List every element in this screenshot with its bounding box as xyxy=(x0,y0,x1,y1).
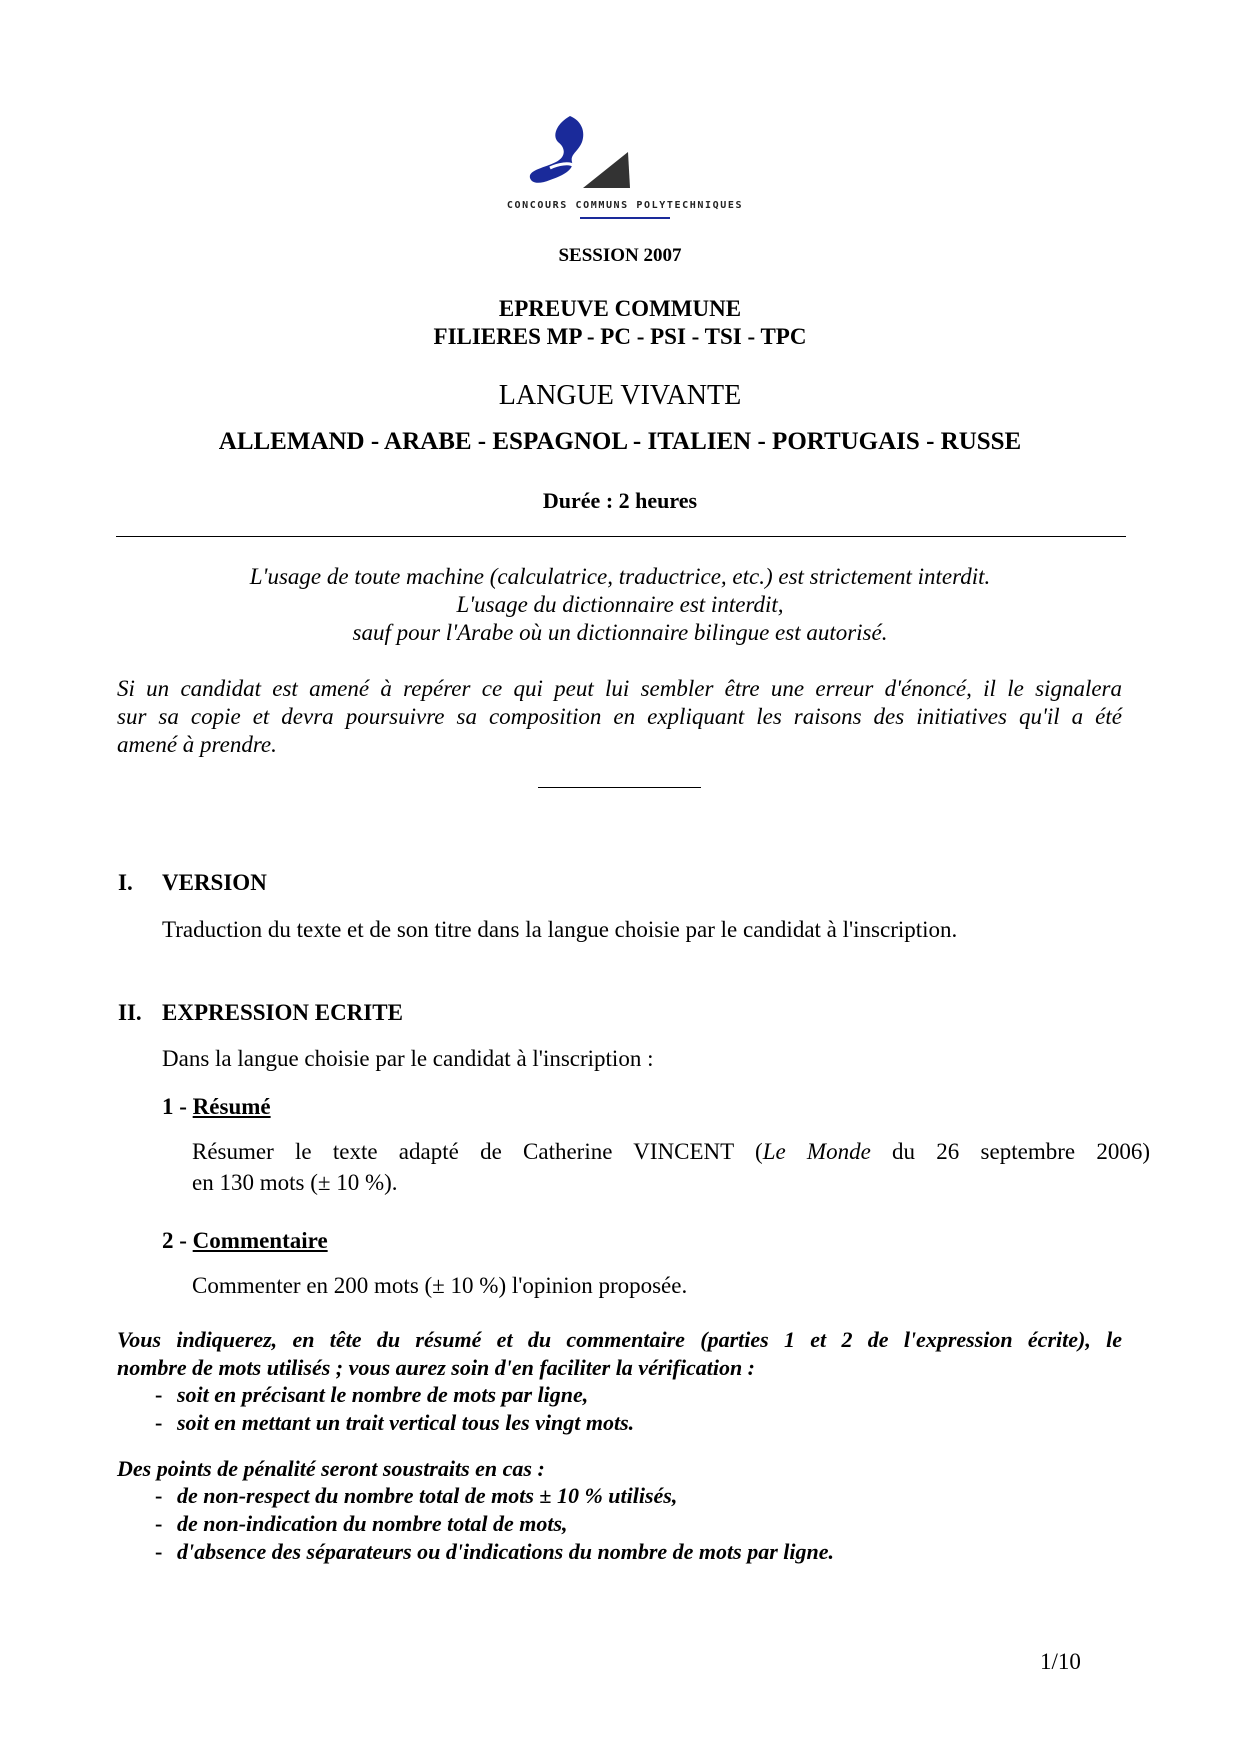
languages-label: ALLEMAND - ARABE - ESPAGNOL - ITALIEN - PORTUGAIS - RUSSE xyxy=(218,428,1022,455)
instruction-line-1: L'usage de toute machine (calculatrice, traductrice, etc.) est strictement interdit. xyxy=(249,564,991,589)
resume-label: Résumé xyxy=(192,1094,271,1119)
divider-line xyxy=(116,536,1126,537)
note-line-2: nombre de mots utilisés ; vous aurez soin d'en faciliter la vérification : xyxy=(117,1355,755,1380)
penalty-intro: Des points de pénalité seront soustraits en cas : xyxy=(117,1456,545,1481)
resume-prefix: 1 - xyxy=(162,1094,193,1119)
short-divider xyxy=(538,787,701,788)
resume-text-italic: Le Monde xyxy=(762,1139,871,1164)
commentaire-label: Commentaire xyxy=(192,1228,328,1253)
section-1-title: VERSION xyxy=(162,870,267,895)
bullet-dash: - xyxy=(155,1382,163,1407)
penalty-bullet-1: de non-respect du nombre total de mots ± 10 % utilisés, xyxy=(177,1483,678,1508)
logo-graphic xyxy=(458,112,788,202)
resume-heading xyxy=(162,1092,271,1122)
error-notice-line-3: amené à prendre. xyxy=(117,732,277,757)
bullet-dash: - xyxy=(155,1410,163,1435)
bullet-dash: - xyxy=(155,1539,163,1564)
penalty-bullet-2: de non-indication du nombre total de mots, xyxy=(177,1511,568,1536)
error-notice-line-1: Si un candidat est amené à repérer ce qui peut lui sembler être une erreur d'énoncé, il le signalera xyxy=(117,676,1122,701)
page-title: LANGUE VIVANTE xyxy=(498,380,742,411)
section-1-text: Traduction du texte et de son titre dans la langue choisie par le candidat à l'inscription. xyxy=(162,917,958,942)
commentaire-prefix: 2 - xyxy=(162,1228,193,1253)
resume-text-a: Résumer le texte adapté de Catherine VINCENT ( xyxy=(192,1139,763,1164)
resume-text-b: du 26 septembre 2006) xyxy=(870,1139,1150,1164)
logo-underline xyxy=(580,217,670,219)
section-1-number: I. xyxy=(118,870,133,895)
logo xyxy=(458,112,788,222)
epreuve-label: EPREUVE COMMUNE xyxy=(498,296,742,321)
resume-text-line-2: en 130 mots (± 10 %). xyxy=(192,1170,398,1195)
note-line-1: Vous indiquerez, en tête du résumé et du commentaire (parties 1 et 2 de l'expression écrite), le xyxy=(117,1327,1122,1352)
bullet-dash: - xyxy=(155,1483,163,1508)
resume-text-line-1 xyxy=(192,1137,1150,1167)
commentaire-heading xyxy=(162,1226,328,1256)
note-bullet-2: soit en mettant un trait vertical tous les vingt mots. xyxy=(177,1410,635,1435)
duration-label: Durée : 2 heures xyxy=(542,488,698,513)
instruction-line-2: L'usage du dictionnaire est interdit, xyxy=(456,592,784,617)
bullet-dash: - xyxy=(155,1511,163,1536)
note-bullet-1: soit en précisant le nombre de mots par ligne, xyxy=(177,1382,589,1407)
page-number: 1/10 xyxy=(1040,1649,1081,1674)
session-label: SESSION 2007 xyxy=(558,245,682,266)
section-2-number: II. xyxy=(118,1000,142,1025)
logo-text: CONCOURS COMMUNS POLYTECHNIQUES xyxy=(506,200,744,211)
commentaire-text: Commenter en 200 mots (± 10 %) l'opinion proposée. xyxy=(192,1273,688,1298)
penalty-bullet-3: d'absence des séparateurs ou d'indications du nombre de mots par ligne. xyxy=(177,1539,834,1564)
filieres-label: FILIERES MP - PC - PSI - TSI - TPC xyxy=(433,324,807,349)
section-2-intro: Dans la langue choisie par le candidat à l'inscription : xyxy=(162,1046,654,1071)
error-notice-line-2: sur sa copie et devra poursuivre sa composition en expliquant les raisons des initiatives qu'il a été xyxy=(117,704,1122,729)
instruction-line-3: sauf pour l'Arabe où un dictionnaire bilingue est autorisé. xyxy=(352,620,888,645)
section-2-title: EXPRESSION ECRITE xyxy=(162,1000,403,1025)
